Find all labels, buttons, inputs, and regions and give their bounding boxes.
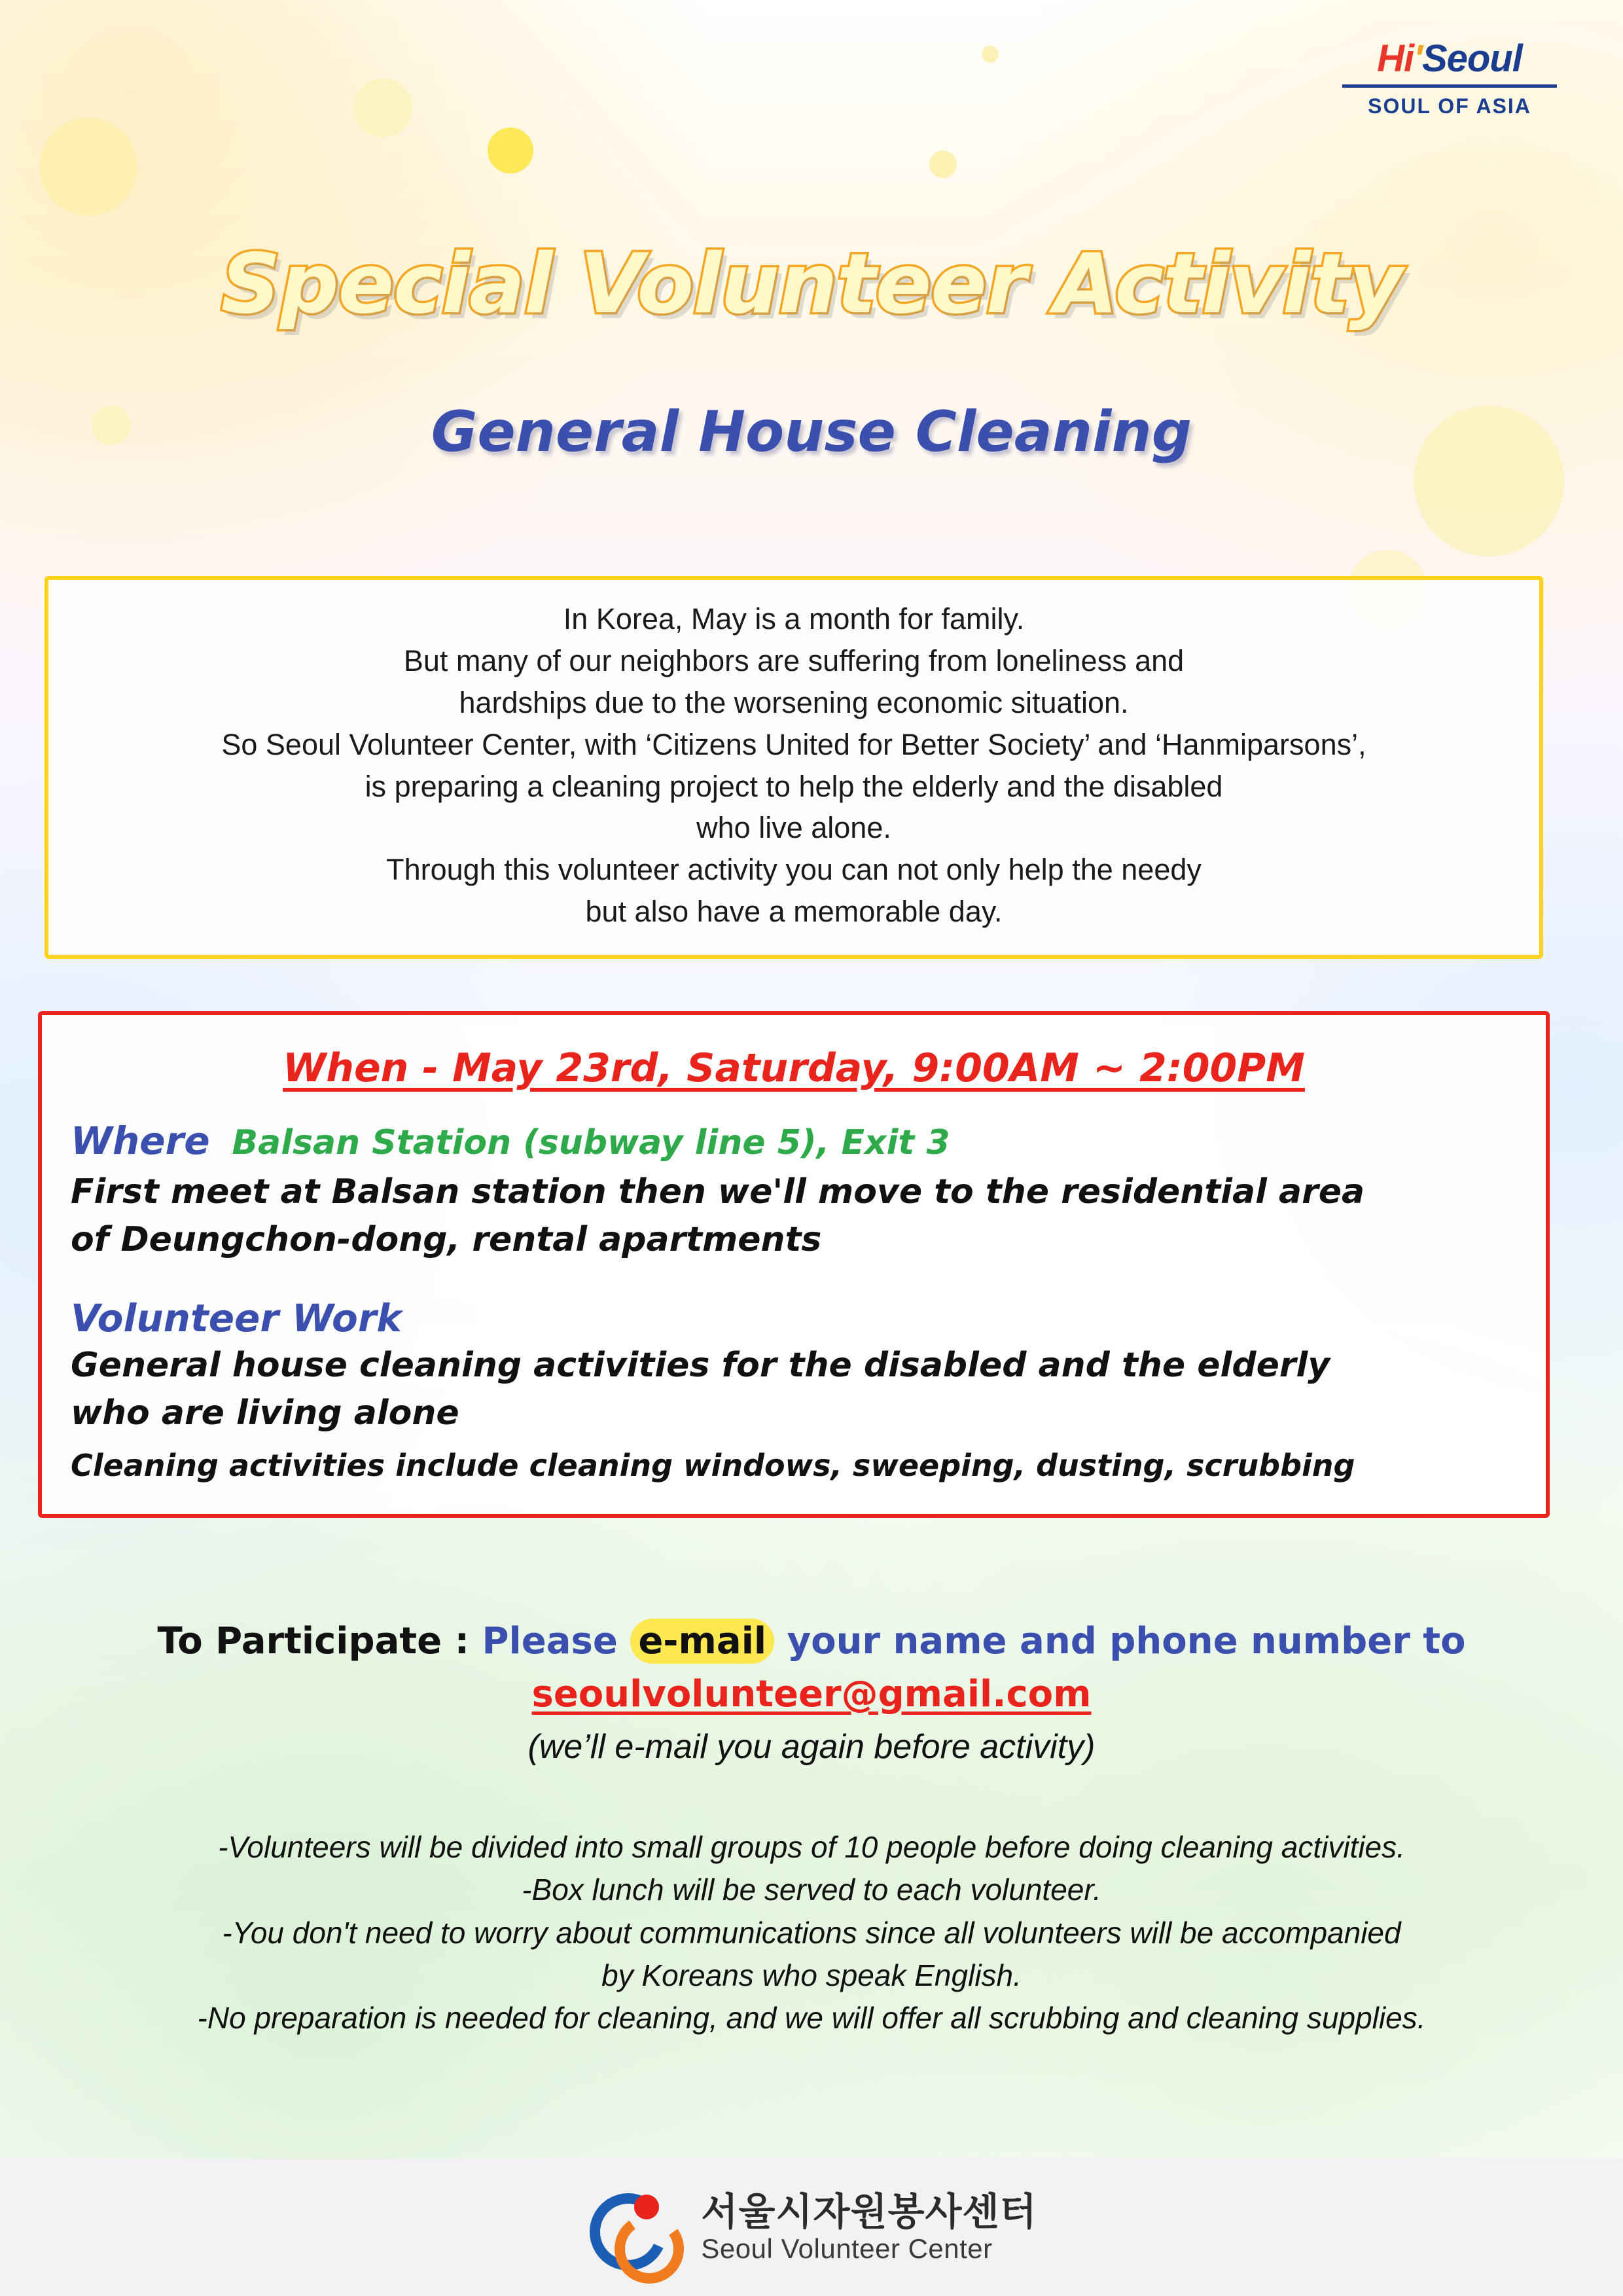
decorative-bubble bbox=[353, 79, 412, 137]
hi-seoul-logo bbox=[1338, 39, 1561, 118]
where-value: Balsan Station (subway line 5), Exit 3 bbox=[232, 1123, 950, 1162]
page-title: Special Volunteer Activity bbox=[221, 236, 1402, 332]
hi-seoul-divider bbox=[1342, 84, 1557, 88]
note-line: -Box lunch will be served to each volunteer. bbox=[522, 1873, 1101, 1907]
intro-line: But many of our neighbors are suffering from loneliness and bbox=[403, 643, 1185, 677]
intro-line: So Seoul Volunteer Center, with ‘Citizens United for Better Society’ and ‘Hanmiparsons’, bbox=[221, 727, 1366, 761]
hi-seoul-tagline: SOUL OF ASIA bbox=[1368, 94, 1531, 118]
notes-section bbox=[26, 1826, 1597, 2040]
details-box bbox=[38, 1011, 1550, 1518]
volunteer-work-label: Volunteer Work bbox=[71, 1296, 402, 1341]
note-line: -You don't need to worry about communications since all volunteers will be accompanied bbox=[222, 1915, 1401, 1950]
intro-line: who live alone. bbox=[696, 811, 891, 845]
participate-please: Please bbox=[482, 1620, 631, 1662]
note-line: -Volunteers will be divided into small groups of 10 people before doing cleaning activities. bbox=[218, 1830, 1405, 1864]
note-line: -No preparation is needed for cleaning, and we will offer all scrubbing and cleaning supplies. bbox=[197, 2001, 1426, 2036]
footer-text bbox=[701, 2191, 1037, 2264]
participate-prefix: To Participate : bbox=[157, 1620, 482, 1662]
where-note-line-2: of Deungchon-dong, rental apartments bbox=[71, 1219, 822, 1259]
intro-line: hardships due to the worsening economic situation. bbox=[459, 685, 1129, 719]
intro-line: is preparing a cleaning project to help the elderly and the disabled bbox=[365, 769, 1223, 803]
participate-note: (we’ll e-mail you again before activity) bbox=[527, 1728, 1096, 1766]
where-note-line-1: First meet at Balsan station then we'll move to the residential area bbox=[71, 1172, 1365, 1211]
participate-suffix: your name and phone number to bbox=[774, 1620, 1466, 1662]
footer-name-korean: 서울시자원봉사센터 bbox=[701, 2189, 1037, 2234]
footer-bar bbox=[0, 2159, 1623, 2296]
hi-seoul-tick-icon: ' bbox=[1414, 37, 1422, 80]
intro-line: Through this volunteer activity you can not only help the needy bbox=[386, 853, 1202, 887]
email-link[interactable]: seoulvolunteer@gmail.com bbox=[531, 1673, 1092, 1715]
note-line: by Koreans who speak English. bbox=[601, 1958, 1022, 1992]
volunteer-work-section bbox=[71, 1296, 1517, 1485]
volunteer-work-line-2: who are living alone bbox=[71, 1393, 459, 1433]
decorative-bubble bbox=[982, 46, 999, 63]
participate-highlight: e-mail bbox=[630, 1619, 774, 1664]
participate-section bbox=[39, 1620, 1584, 1767]
where-row bbox=[71, 1119, 1517, 1163]
intro-box bbox=[45, 576, 1543, 959]
decorative-bubble bbox=[929, 151, 957, 178]
participate-instruction bbox=[39, 1620, 1584, 1662]
footer-name-english: Seoul Volunteer Center bbox=[701, 2233, 993, 2264]
decorative-bubble bbox=[39, 118, 137, 216]
hi-seoul-wordmark bbox=[1338, 39, 1561, 79]
decorative-bubble bbox=[488, 128, 533, 173]
when-line: When - May 23rd, Saturday, 9:00AM ~ 2:00PM bbox=[283, 1045, 1305, 1091]
volunteer-work-line-3: Cleaning activities include cleaning windows, sweeping, dusting, scrubbing bbox=[71, 1447, 1355, 1483]
seoul-volunteer-center-logo-icon bbox=[586, 2188, 684, 2267]
hi-seoul-hi-text: Hi bbox=[1377, 37, 1414, 80]
intro-line: but also have a memorable day. bbox=[585, 895, 1003, 929]
page-subtitle: General House Cleaning bbox=[431, 399, 1192, 465]
hi-seoul-seoul-text: Seoul bbox=[1421, 37, 1522, 80]
where-label: Where bbox=[71, 1119, 210, 1163]
intro-line: In Korea, May is a month for family. bbox=[563, 602, 1025, 636]
volunteer-work-line-1: General house cleaning activities for the disabled and the elderly bbox=[71, 1346, 1330, 1386]
